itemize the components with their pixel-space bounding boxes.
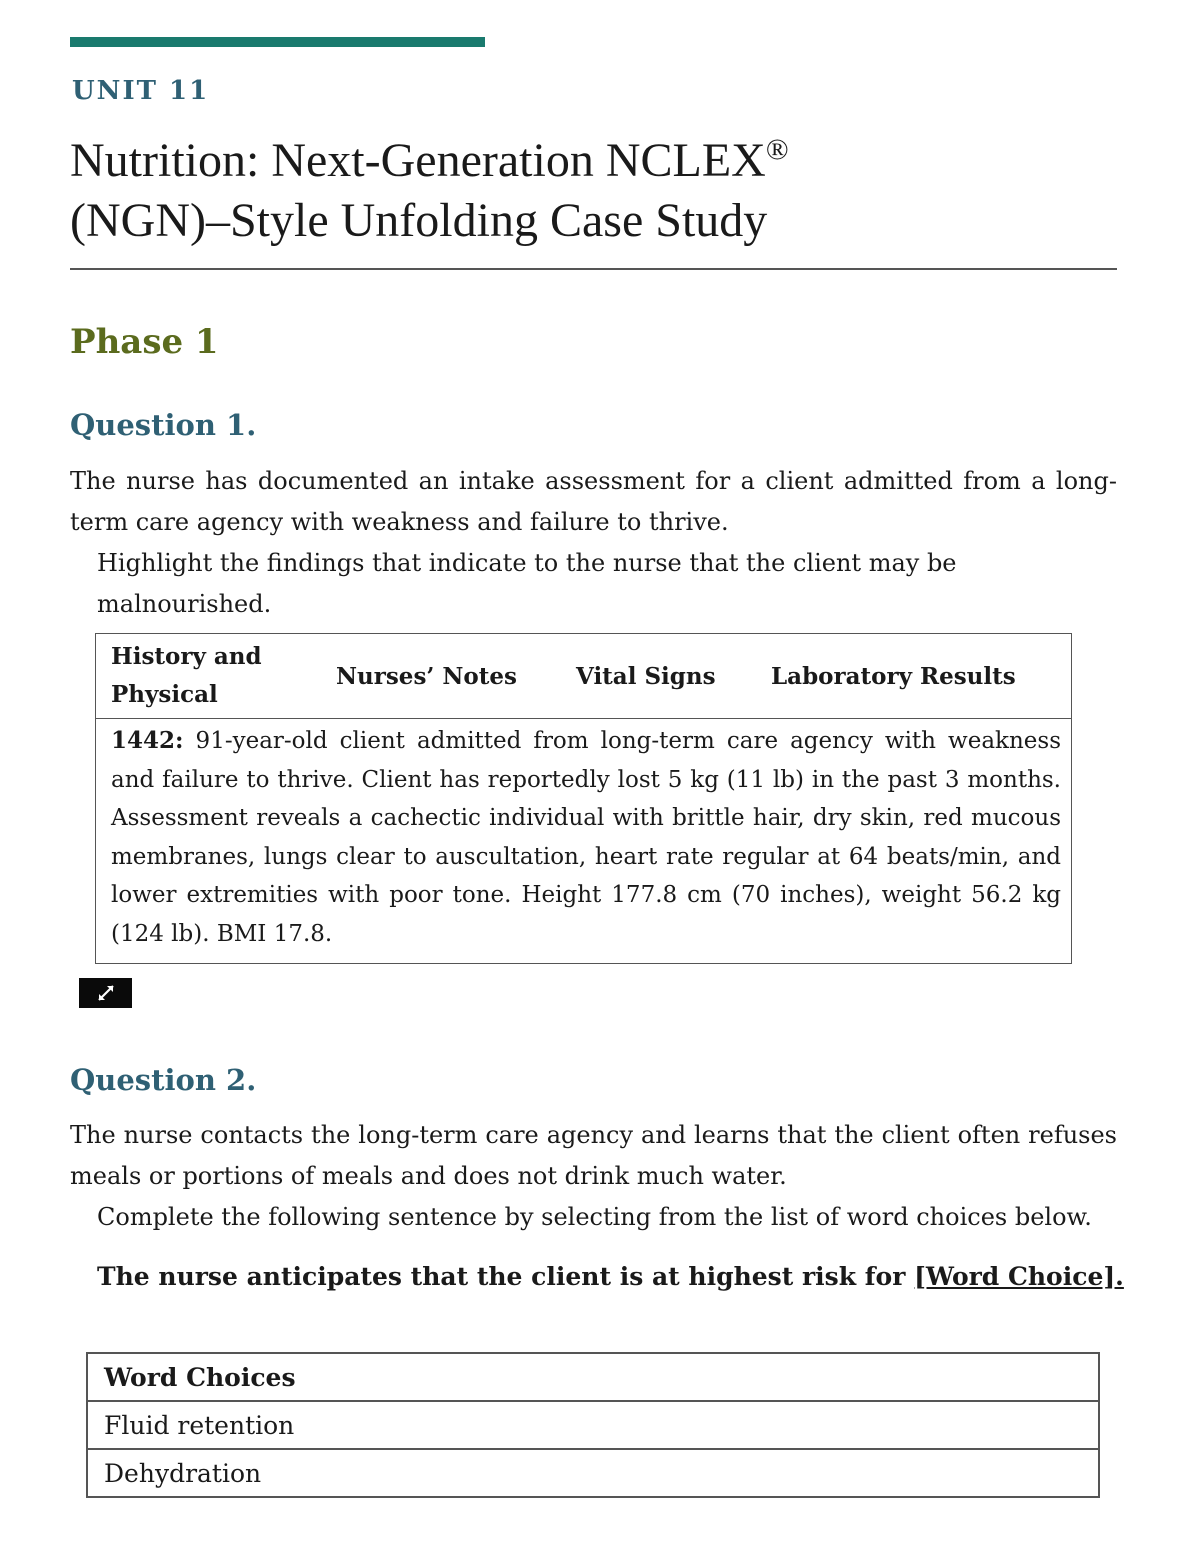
expand-button[interactable] bbox=[79, 978, 132, 1008]
word-choice-option[interactable]: Fluid retention bbox=[87, 1401, 1099, 1449]
registered-mark: ® bbox=[765, 133, 789, 166]
question-2-text: The nurse contacts the long-term care agency and learns that the client often refuses meals or portions of meals and does not drink much water. bbox=[70, 1121, 1117, 1190]
question-1-heading: Question 1. bbox=[70, 408, 257, 442]
question-2-prompt bbox=[97, 1262, 1124, 1291]
client-record bbox=[95, 633, 1072, 964]
question-1-instruction: Highlight the findings that indicate to the nurse that the client may be malnourished. bbox=[97, 549, 957, 618]
prompt-text: The nurse anticipates that the client is at highest risk for bbox=[97, 1262, 915, 1291]
tab-nurses-notes[interactable]: Nurses’ Notes bbox=[336, 662, 517, 690]
tab-history-physical[interactable]: History and Physical bbox=[111, 643, 262, 708]
tab-laboratory-results[interactable]: Laboratory Results bbox=[771, 662, 1016, 690]
record-tabs bbox=[96, 634, 1071, 719]
accent-bar bbox=[70, 37, 485, 47]
expand-icon bbox=[95, 982, 117, 1004]
question-2-instruction: Complete the following sentence by selecting from the list of word choices below. bbox=[97, 1203, 1092, 1231]
record-body[interactable] bbox=[96, 719, 1071, 963]
title-line-2: (NGN)–Style Unfolding Case Study bbox=[70, 194, 768, 247]
tab-vital-signs[interactable]: Vital Signs bbox=[576, 662, 716, 690]
question-1-text: The nurse has documented an intake assessment for a client admitted from a long-term care agency with weakness and failure to thrive. bbox=[70, 467, 1117, 536]
record-text[interactable]: 91-year-old client admitted from long-term care agency with weakness and failure to thrive. Client has reportedly lost 5 kg (11 lb) in the past 3 months. Assessment reveals a cachectic individual with brittle hair, dry skin, red mucous membranes, lungs clear to auscultation, heart rate regular at 64 beats/min, and lower extremities with poor tone. Height 177.8 cm (70 inches), weight 56.2 kg (124 lb). BMI 17.8. bbox=[111, 728, 1061, 947]
word-choices-table bbox=[86, 1352, 1100, 1498]
unit-label: UNIT 11 bbox=[72, 76, 210, 106]
record-time: 1442: bbox=[111, 727, 184, 754]
title-line-1: Nutrition: Next-Generation NCLEX bbox=[70, 134, 766, 187]
question-2-heading: Question 2. bbox=[70, 1063, 257, 1097]
page-title bbox=[70, 120, 1130, 251]
word-choice-blank[interactable]: [Word Choice]. bbox=[914, 1262, 1124, 1291]
title-divider bbox=[70, 268, 1117, 270]
word-choice-option[interactable]: Dehydration bbox=[87, 1449, 1099, 1497]
phase-heading: Phase 1 bbox=[70, 322, 219, 362]
word-choices-header: Word Choices bbox=[87, 1353, 1099, 1401]
